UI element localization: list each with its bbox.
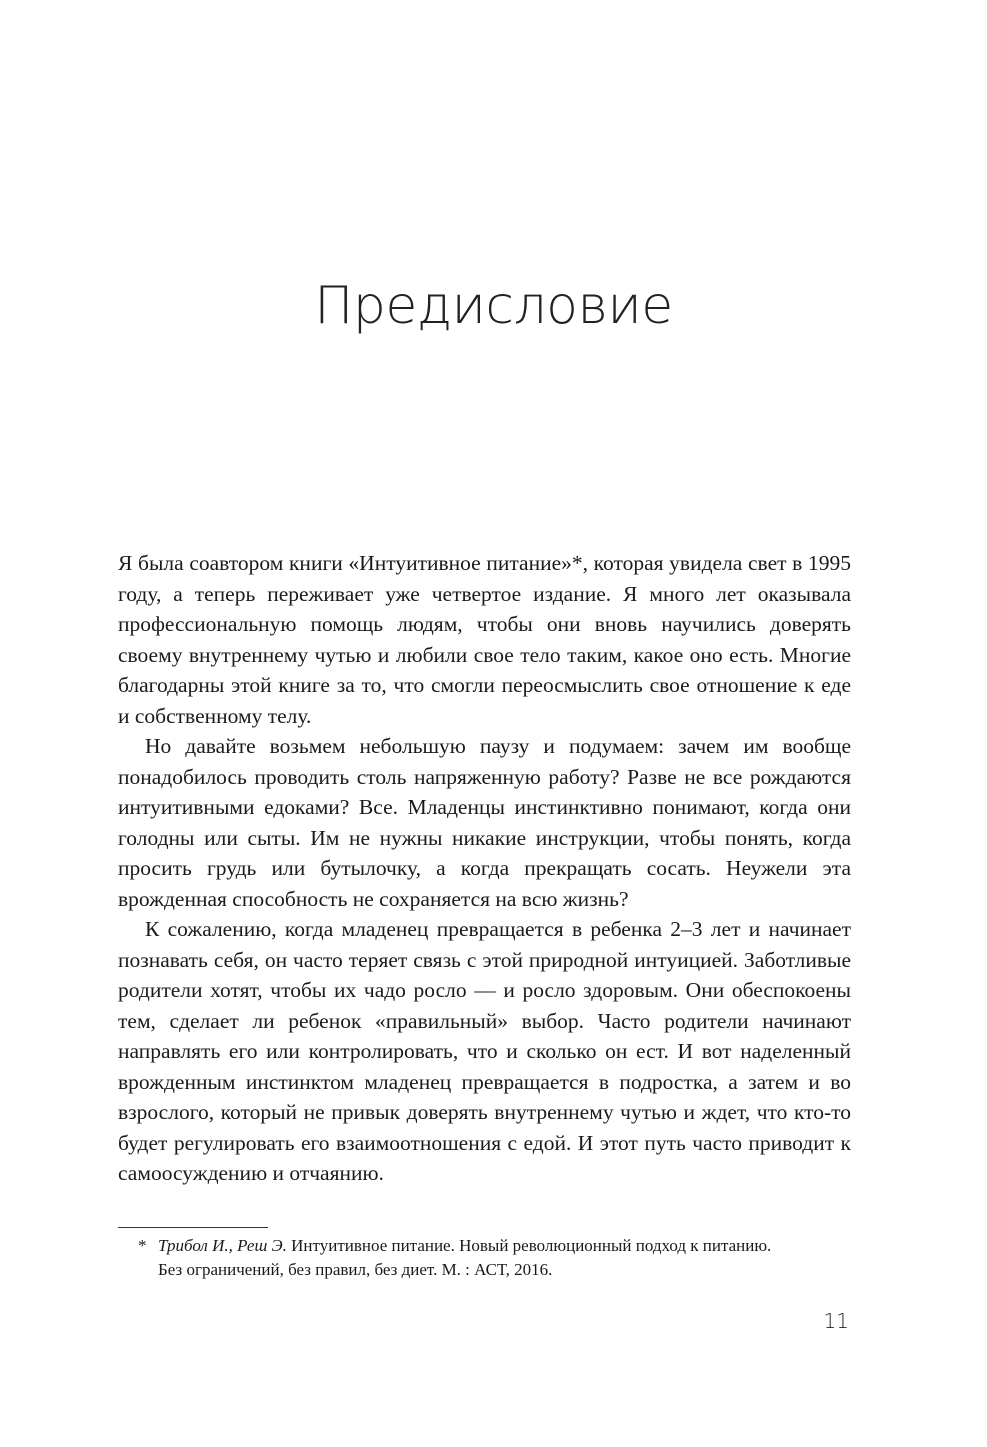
paragraph-2: Но давайте возьмем небольшую паузу и подумаем: зачем им вообще понадобилось проводить столь напряженную работу? Разве не все рождаются интуитивными едоками? Все. Младенцы инстинктивно понимают, когда они голодны или сыты. Им не нужны никакие инструкции, чтобы понять, когда просить грудь или бутылочку, а когда прекращать сосать. Неужели эта врожденная способность не сохраняется на всю жизнь? <box>118 734 851 911</box>
chapter-title: Предисловие <box>314 276 673 336</box>
footnote-divider <box>118 1227 268 1228</box>
footnote-mark: * <box>138 1236 147 1255</box>
footnote <box>138 1234 850 1282</box>
body-text <box>118 548 851 1189</box>
paragraph-3: К сожалению, когда младенец превращается в ребенка 2–3 лет и начинает познавать себя, он часто теряет связь с этой природной интуицией. Заботливые родители хотят, чтобы их чадо росло — и росло здоровым. Они обеспокоены тем, сделает ли ребенок «правильный» выбор. Часто родители начинают направлять его или контролировать, что и сколько он ест. И вот наделенный врожденным инстинктом младенец превращается в подростка, а затем и во взрослого, который не привык доверять внутреннему чутью и ждет, что кто-то будет регулировать его взаимоотношения с едой. И этот путь часто приводит к самоосуждению и отчаянию. <box>118 917 851 1185</box>
page-number: 11 <box>823 1309 849 1333</box>
footnote-text-line-1: Интуитивное питание. Новый революционный подход к питанию. <box>286 1236 772 1255</box>
footnote-authors: Трибол И., Реш Э. <box>158 1236 287 1255</box>
footnote-line-1 <box>138 1234 850 1258</box>
footnote-text-line-2: Без ограничений, без правил, без диет. М. : АСТ, 2016. <box>158 1260 553 1279</box>
paragraph-1: Я была соавтором книги «Интуитивное питание»*, которая увидела свет в 1995 году, а теперь переживает уже четвертое издание. Я много лет оказывала профессиональную помощь людям, чтобы они вновь научились доверять своему внутреннему чутью и любили свое тело таким, какое оно есть. Многие благодарны этой книге за то, что смогли переосмыслить свое отношение к еде и собственному телу. <box>118 551 851 728</box>
